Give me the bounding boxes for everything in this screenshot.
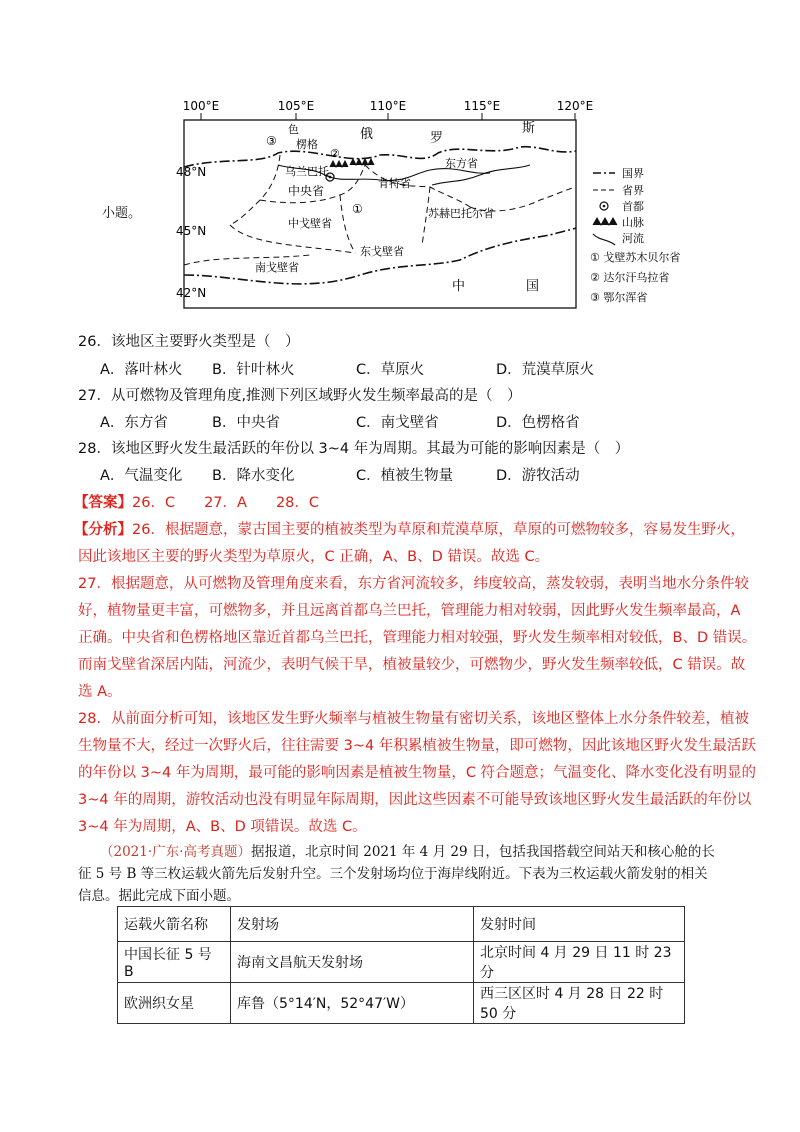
question-28-stem: 28．该地区野火发生最活跃的年份以 3~4 年为周期。其最为可能的影响因素是（ ） <box>78 441 630 457</box>
region-label: 南戈壁省 <box>255 261 299 274</box>
table-header: 发射场 <box>231 907 474 942</box>
country-label: 斯 <box>522 121 536 136</box>
legend-label: 山脉 <box>622 216 644 229</box>
intro-tail: 小题。 <box>102 206 142 221</box>
legend-label: 首都 <box>622 200 644 213</box>
analysis-line: 生物量不大，经过一次野火后，往往需要 3~4 年积累植被生物量，即可燃物，因此该地区野火发生最活跃 <box>78 738 756 754</box>
table-row <box>118 983 685 1024</box>
legend-note: ① 戈壁苏木贝尔省 <box>590 251 680 264</box>
table-cell: 西三区区时 4 月 28 日 22 时 50 分 <box>474 983 685 1024</box>
q28-option-b: B．降水变化 <box>212 468 295 484</box>
table-cell: 中国长征 5 号 B <box>118 942 231 983</box>
lon-label: 115°E <box>463 99 501 113</box>
table-cell: 库鲁（5°14′N，52°47′W） <box>231 983 474 1024</box>
table-row <box>118 942 685 983</box>
table-header: 发射时间 <box>474 907 685 942</box>
table-cell: 北京时间 4 月 29 日 11 时 23 分 <box>474 942 685 983</box>
table-cell: 欧洲织女星 <box>118 983 231 1024</box>
country-label: 国 <box>526 279 540 294</box>
region-marker: ③ <box>266 134 277 148</box>
analysis-line: 3~4 年为周期，A、B、D 项错误。故选 C。 <box>78 819 367 835</box>
question-26-stem: 26．该地区主要野火类型是（ ） <box>78 334 300 350</box>
mountain <box>330 159 374 167</box>
region-label: 东戈壁省 <box>360 245 404 258</box>
region-label: 色 <box>288 123 299 136</box>
q28-option-d: D．游牧活动 <box>496 468 580 484</box>
region-marker: ② <box>330 147 340 160</box>
region-label: 东方省 <box>445 157 478 170</box>
next-intro-text: 据报道，北京时间 2021 年 4 月 29 日，包括我国搭载空间站天和核心舱的长 <box>250 844 715 860</box>
region-label: 中戈壁省 <box>288 217 332 230</box>
lat-label: 48°N <box>176 165 207 179</box>
answer-tag: 【答案】 <box>74 495 132 511</box>
analysis-line: 的年份以 3~4 年为周期，最可能的影响因素是植被生物量，C 符合题意；气温变化、降水变化没有明显的 <box>78 765 757 781</box>
legend-label: 河流 <box>622 232 644 245</box>
region-marker: ① <box>352 202 363 216</box>
region-label: 苏赫巴托尔省 <box>428 207 494 220</box>
analysis-line: 正确。中央省和色楞格地区靠近首都乌兰巴托，管理能力相对较强，野火发生频率相对较低，B、D 错误。 <box>78 630 757 646</box>
river-icon <box>593 234 615 245</box>
country-label: 俄 <box>360 127 374 142</box>
lon-label: 110°E <box>369 99 407 113</box>
q27-option-a: A．东方省 <box>100 415 168 431</box>
next-intro-line <box>100 840 715 860</box>
legend-label: 省界 <box>622 184 644 197</box>
lon-label: 105°E <box>277 99 315 113</box>
mongolia-map <box>160 95 680 310</box>
lat-label: 42°N <box>176 286 207 300</box>
q26-option-d: D．荒漠草原火 <box>496 362 595 378</box>
lon-label: 120°E <box>556 99 594 113</box>
q27-option-c: C．南戈壁省 <box>356 415 439 431</box>
capital-dot <box>329 176 332 179</box>
q26-option-c: C．草原火 <box>356 362 425 378</box>
lon-label: 100°E <box>182 99 220 113</box>
q26-option-b: B．针叶林火 <box>212 362 295 378</box>
source-tag: （2021·广东·高考真题） <box>100 844 251 860</box>
region-label: 楞格 <box>296 138 318 151</box>
analysis-line: 好，植物量更丰富，可燃物多，并且远离首都乌兰巴托，管理能力相对较弱，因此野火发生频率最高，A <box>78 603 741 619</box>
region-label: 肯特省 <box>378 177 411 190</box>
map-legend <box>590 167 680 304</box>
q28-option-a: A．气温变化 <box>100 468 183 484</box>
mountain-icon <box>593 218 617 225</box>
next-intro-line: 信息。据此完成下面小题。 <box>78 888 240 904</box>
analysis-tag: 【分析】 <box>74 522 132 538</box>
analysis-line <box>74 518 745 539</box>
q28-option-c: C．植被生物量 <box>356 468 454 484</box>
analysis-line: 3~4 年的周期，游牧活动也没有明显年际周期，因此这些因素不可能导致该地区野火发生最活跃的年份以 <box>78 792 752 808</box>
analysis-text: 26．根据题意，蒙古国主要的植被类型为草原和荒漠草原，草原的可燃物较多，容易发生野火， <box>132 522 745 538</box>
analysis-line: 27．根据题意，从可燃物及管理角度来看，东方省河流较多，纬度较高，蒸发较弱，表明当地水分条件较 <box>78 576 749 592</box>
legend-label: 国界 <box>622 167 644 180</box>
legend-note: ② 达尔汗乌拉省 <box>590 271 670 284</box>
q27-option-d: D．色楞格省 <box>496 415 580 431</box>
answer-text: 26．C 27．A 28．C <box>132 495 320 511</box>
table-header: 运载火箭名称 <box>118 907 231 942</box>
analysis-line: 因此该地区主要的野火类型为草原火，C 正确，A、B、D 错误。故选 C。 <box>78 549 550 565</box>
next-intro-line: 征 5 号 B 等三枚运载火箭先后发射升空。三个发射场均位于海岸线附近。下表为三枚运载火箭发射的相关 <box>78 866 708 882</box>
country-label: 罗 <box>430 131 444 146</box>
region-label: 中央省 <box>288 184 325 198</box>
q26-option-a: A．落叶林火 <box>100 362 183 378</box>
q27-option-b: B．中央省 <box>212 415 280 431</box>
lat-label: 45°N <box>176 224 207 238</box>
analysis-line: 而南戈壁省深居内陆，河流少，表明气候干旱，植被量较少，可燃物少，野火发生频率较低，C 错误。故 <box>78 657 746 673</box>
analysis-line: 选 A。 <box>78 684 122 700</box>
question-27-stem: 27．从可燃物及管理角度,推测下列区域野火发生频率最高的是（ ） <box>78 388 522 404</box>
answer-line <box>74 491 319 512</box>
table-header-row <box>118 907 685 942</box>
table-cell: 海南文昌航天发射场 <box>231 942 474 983</box>
analysis-line: 28．从前面分析可知，该地区发生野火频率与植被生物量有密切关系，该地区整体上水分条件较差，植被 <box>78 711 749 727</box>
legend-note: ③ 鄂尔浑省 <box>590 291 648 304</box>
rocket-info-table <box>117 906 685 1024</box>
country-label: 中 <box>452 279 466 294</box>
region-label: 乌兰巴托 <box>285 165 329 178</box>
